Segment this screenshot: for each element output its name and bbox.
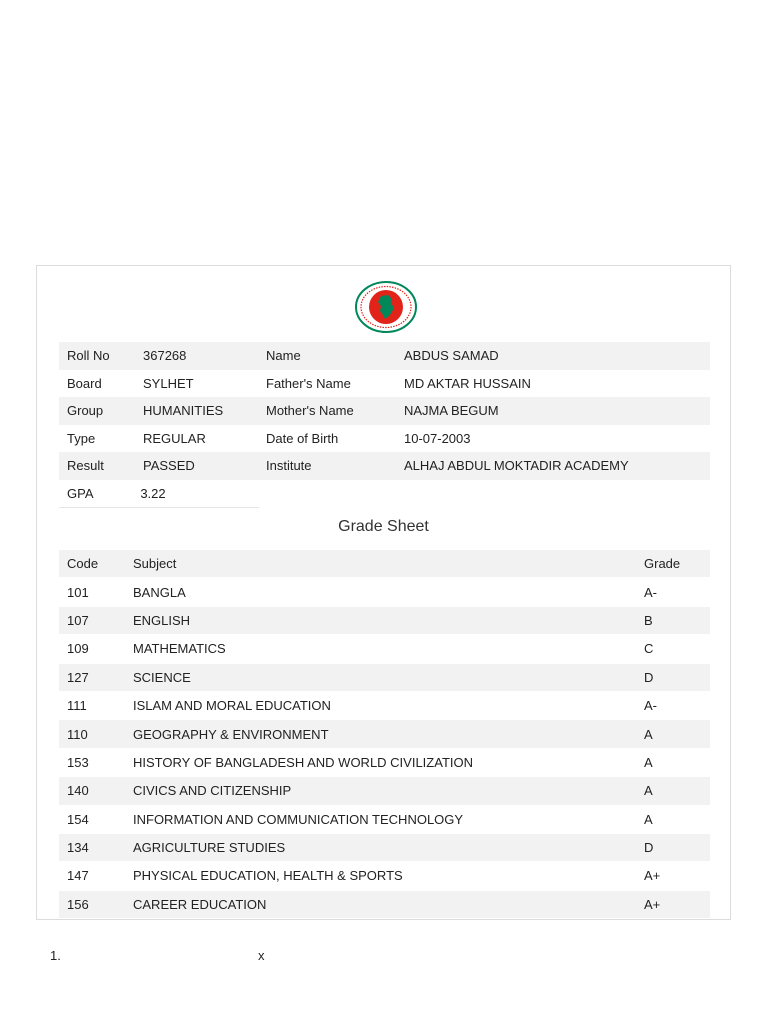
grade-sheet-title: Grade Sheet [338,518,429,535]
subject-grade: A [644,811,653,827]
name-value: ABDUS SAMAD [404,348,499,364]
roll-value: 367268 [143,348,187,364]
father-value: MD AKTAR HUSSAIN [404,375,531,391]
grade-sheet-table [59,550,710,919]
table-row [59,607,710,635]
subject-code: 134 [67,840,89,856]
subject-name: HISTORY OF BANGLADESH AND WORLD CIVILIZATION [133,754,473,770]
result-card [36,265,731,920]
board-value: SYLHET [143,375,194,391]
subject-name: SCIENCE [133,669,191,685]
table-row [59,635,710,663]
subject-code: 111 [67,698,87,714]
gpa-label: GPA [67,485,94,501]
name-label: Name [266,348,301,364]
subject-code: 101 [67,584,89,600]
info-row [59,370,710,398]
student-info-table [59,342,710,508]
subject-grade: A+ [644,896,661,912]
subject-name: INFORMATION AND COMMUNICATION TECHNOLOGY [133,811,464,827]
table-row [59,806,710,834]
table-row [59,720,710,748]
info-row [59,452,710,480]
subject-code: 147 [67,868,89,884]
type-label: Type [67,430,96,446]
table-row [59,749,710,777]
subject-code: 110 [67,726,88,742]
subject-grade: A- [644,584,657,600]
group-value: HUMANITIES [143,403,224,419]
subject-name: AGRICULTURE STUDIES [133,840,286,856]
roll-label: Roll No [67,348,110,364]
info-row [59,425,710,453]
subject-name: ENGLISH [133,612,191,628]
subject-grade: B [644,612,653,628]
subject-grade: A [644,783,653,799]
result-value: PASSED [143,458,195,474]
table-row [59,777,710,805]
subject-code: 156 [67,896,89,912]
subject-grade: A+ [644,868,661,884]
gpa-row [59,480,259,508]
subject-name: BANGLA [133,584,186,600]
board-label: Board [67,375,102,391]
institute-value: ALHAJ ABDUL MOKTADIR ACADEMY [404,458,629,474]
footer-mark: x [258,948,265,963]
table-row [59,862,710,890]
group-label: Group [67,403,104,419]
grade-header-row [59,550,710,578]
table-row [59,834,710,862]
info-row [59,397,710,425]
footer-number: 1. [50,948,61,963]
dob-value: 10-07-2003 [404,430,471,446]
subject-code: 153 [67,754,89,770]
subject-grade: A- [644,698,657,714]
government-seal-icon [354,280,418,334]
subject-grade: A [644,726,653,742]
subject-name: ISLAM AND MORAL EDUCATION [133,698,331,714]
subject-name: MATHEMATICS [133,641,226,657]
subject-code: 107 [67,612,89,628]
grade-header: Grade [644,556,681,572]
subject-header: Subject [133,556,177,572]
subject-grade: A [644,754,653,770]
table-row [59,891,710,919]
table-row [59,692,710,720]
subject-code: 154 [67,811,89,827]
mother-label: Mother's Name [266,403,354,419]
dob-label: Date of Birth [266,430,339,446]
info-row [59,342,710,370]
mother-value: NAJMA BEGUM [404,403,499,419]
subject-grade: D [644,669,654,685]
type-value: REGULAR [143,430,206,446]
code-header: Code [67,556,99,572]
subject-grade: C [644,641,654,657]
subject-name: CIVICS AND CITIZENSHIP [133,783,292,799]
table-row [59,664,710,692]
result-label: Result [67,458,104,474]
gpa-value: 3.22 [140,485,166,501]
subject-grade: D [644,840,654,856]
subject-name: GEOGRAPHY & ENVIRONMENT [133,726,329,742]
institute-label: Institute [266,458,312,474]
subject-code: 127 [67,669,89,685]
father-label: Father's Name [266,375,351,391]
subject-name: PHYSICAL EDUCATION, HEALTH & SPORTS [133,868,403,884]
subject-code: 109 [67,641,89,657]
subject-code: 140 [67,783,89,799]
table-row [59,578,710,606]
subject-name: CAREER EDUCATION [133,896,267,912]
